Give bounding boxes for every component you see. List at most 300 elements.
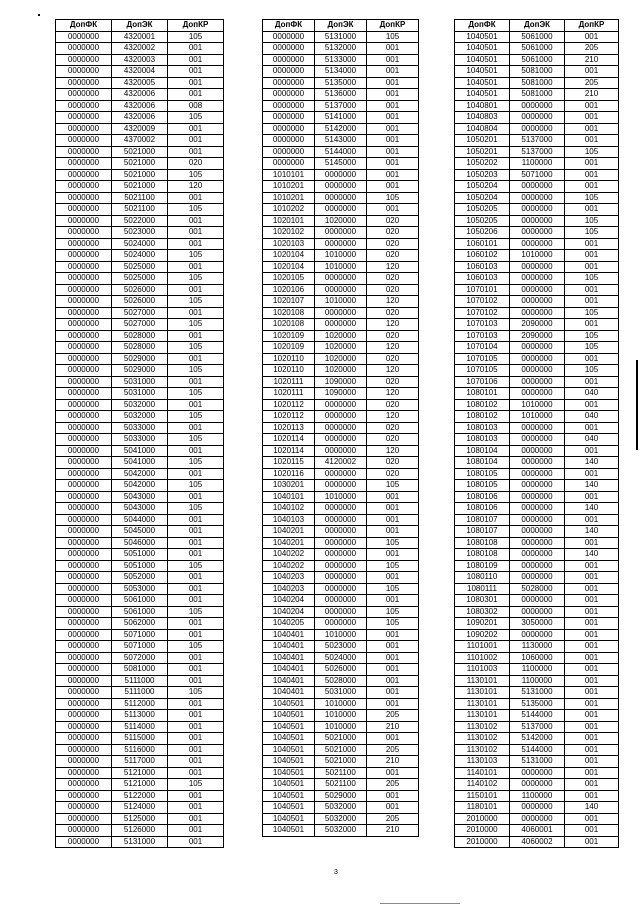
- cell-dopfk: 1080108: [455, 549, 510, 561]
- cell-dopfk: 0000000: [56, 158, 112, 170]
- table-row: [455, 756, 619, 768]
- cell-dopfk: 0000000: [56, 606, 112, 618]
- cell-dopkr: 001: [367, 526, 419, 538]
- cell-dopfk: 1070103: [455, 330, 510, 342]
- table-row: [263, 790, 419, 802]
- cell-dopkr: 001: [168, 675, 224, 687]
- table-row: [263, 135, 419, 147]
- cell-dopkr: 120: [367, 296, 419, 308]
- cell-dopfk: 1140101: [455, 767, 510, 779]
- cell-dopkr: 001: [168, 146, 224, 158]
- cell-dopek: 0000000: [510, 307, 565, 319]
- cell-dopfk: 0000000: [56, 629, 112, 641]
- table-row: [263, 296, 419, 308]
- cell-dopek: 5044000: [112, 514, 168, 526]
- table-row: [263, 411, 419, 423]
- table-row: [455, 388, 619, 400]
- table-row: [455, 227, 619, 239]
- cell-dopkr: 001: [168, 238, 224, 250]
- cell-dopek: 0000000: [510, 779, 565, 791]
- cell-dopfk: 1070106: [455, 376, 510, 388]
- table-row: [56, 215, 224, 227]
- cell-dopkr: 105: [565, 215, 619, 227]
- cell-dopek: 4320006: [112, 89, 168, 101]
- cell-dopfk: 1070103: [455, 319, 510, 331]
- cell-dopek: 4320006: [112, 112, 168, 124]
- cell-dopek: 5021000: [112, 169, 168, 181]
- cell-dopfk: 1080102: [455, 411, 510, 423]
- cell-dopkr: 120: [367, 411, 419, 423]
- cell-dopkr: 001: [168, 595, 224, 607]
- cell-dopfk: 0000000: [263, 54, 315, 66]
- cell-dopek: 4320003: [112, 54, 168, 66]
- cell-dopek: 5061000: [510, 43, 565, 55]
- table-row: [263, 802, 419, 814]
- cell-dopkr: 001: [168, 89, 224, 101]
- cell-dopek: 5032000: [315, 802, 367, 814]
- cell-dopfk: 1020111: [263, 388, 315, 400]
- cell-dopek: 5025000: [112, 261, 168, 273]
- cell-dopfk: 1010202: [263, 204, 315, 216]
- cell-dopek: 5029000: [315, 790, 367, 802]
- cell-dopfk: 1020106: [263, 284, 315, 296]
- cell-dopfk: 0000000: [56, 583, 112, 595]
- table-row: [455, 606, 619, 618]
- table-row: [56, 457, 224, 469]
- cell-dopfk: 1130101: [455, 675, 510, 687]
- table-row: [56, 779, 224, 791]
- cell-dopkr: 001: [565, 606, 619, 618]
- cell-dopfk: 0000000: [56, 491, 112, 503]
- cell-dopfk: 0000000: [56, 43, 112, 55]
- cell-dopek: 0000000: [510, 215, 565, 227]
- cell-dopkr: 001: [367, 698, 419, 710]
- cell-dopek: 5045000: [112, 526, 168, 538]
- cell-dopkr: 105: [367, 560, 419, 572]
- table-row: [56, 836, 224, 848]
- table-row: [455, 411, 619, 423]
- cell-dopkr: 001: [367, 629, 419, 641]
- cell-dopfk: 1020110: [263, 365, 315, 377]
- cell-dopek: 0000000: [510, 376, 565, 388]
- cell-dopkr: 105: [367, 606, 419, 618]
- cell-dopek: 0000000: [315, 169, 367, 181]
- cell-dopfk: 0000000: [56, 767, 112, 779]
- cell-dopkr: 001: [565, 652, 619, 664]
- table-row: [263, 514, 419, 526]
- cell-dopfk: 1130102: [455, 733, 510, 745]
- cell-dopkr: 001: [565, 399, 619, 411]
- cell-dopfk: 1020104: [263, 250, 315, 262]
- cell-dopkr: 001: [168, 549, 224, 561]
- cell-dopfk: 0000000: [56, 388, 112, 400]
- table-row: [56, 652, 224, 664]
- cell-dopfk: 1010201: [263, 192, 315, 204]
- cell-dopkr: 001: [565, 836, 619, 848]
- header-dopfk: ДопФК: [263, 20, 315, 32]
- cell-dopkr: 001: [168, 491, 224, 503]
- cell-dopek: 0000000: [315, 204, 367, 216]
- cell-dopfk: 1040102: [263, 503, 315, 515]
- table-row: [263, 491, 419, 503]
- table-row: [56, 43, 224, 55]
- cell-dopkr: 001: [565, 641, 619, 653]
- table-row: [56, 31, 224, 43]
- cell-dopek: 0000000: [510, 284, 565, 296]
- table-row: [455, 181, 619, 193]
- cell-dopkr: 001: [565, 687, 619, 699]
- cell-dopek: 5071000: [112, 629, 168, 641]
- cell-dopek: 5033000: [112, 422, 168, 434]
- cell-dopek: 5029000: [112, 365, 168, 377]
- table-row: [56, 434, 224, 446]
- table-row: [263, 123, 419, 135]
- table-row: [56, 549, 224, 561]
- cell-dopfk: 1050201: [455, 135, 510, 147]
- cell-dopkr: 001: [168, 330, 224, 342]
- table-row: [263, 353, 419, 365]
- table-row: [56, 664, 224, 676]
- cell-dopkr: 001: [168, 664, 224, 676]
- cell-dopfk: 1040501: [263, 802, 315, 814]
- table-row: [455, 112, 619, 124]
- cell-dopek: 5028000: [315, 675, 367, 687]
- cell-dopek: 5122000: [112, 790, 168, 802]
- cell-dopfk: 1080102: [455, 399, 510, 411]
- cell-dopkr: 001: [565, 583, 619, 595]
- cell-dopkr: 001: [168, 733, 224, 745]
- cell-dopkr: 001: [367, 767, 419, 779]
- cell-dopkr: 105: [168, 319, 224, 331]
- cell-dopfk: 0000000: [263, 100, 315, 112]
- cell-dopkr: 040: [565, 434, 619, 446]
- cell-dopfk: 1080302: [455, 606, 510, 618]
- table-row: [56, 480, 224, 492]
- cell-dopkr: 120: [367, 445, 419, 457]
- table-row: [455, 572, 619, 584]
- table-row: [56, 687, 224, 699]
- cell-dopfk: 1020114: [263, 434, 315, 446]
- cell-dopek: 5024000: [112, 250, 168, 262]
- table-row: [263, 583, 419, 595]
- cell-dopfk: 1040101: [263, 491, 315, 503]
- cell-dopkr: 001: [168, 767, 224, 779]
- cell-dopkr: 001: [367, 146, 419, 158]
- table-row: [455, 43, 619, 55]
- cell-dopek: 1020000: [315, 342, 367, 354]
- cell-dopek: 0000000: [315, 514, 367, 526]
- cell-dopkr: 001: [168, 123, 224, 135]
- cell-dopek: 0000000: [510, 342, 565, 354]
- table-row: [56, 767, 224, 779]
- cell-dopkr: 001: [168, 813, 224, 825]
- cell-dopek: 0000000: [315, 572, 367, 584]
- cell-dopek: 5131000: [315, 31, 367, 43]
- cell-dopek: 5021100: [315, 779, 367, 791]
- table-row: [263, 744, 419, 756]
- cell-dopfk: 0000000: [56, 733, 112, 745]
- cell-dopek: 5028000: [112, 330, 168, 342]
- cell-dopfk: 0000000: [56, 411, 112, 423]
- code-table-1: [55, 19, 224, 848]
- header-dopkr: ДопКР: [565, 20, 619, 32]
- cell-dopfk: 1020113: [263, 422, 315, 434]
- cell-dopek: 5116000: [112, 744, 168, 756]
- cell-dopek: 5061000: [510, 31, 565, 43]
- table-row: [56, 468, 224, 480]
- cell-dopek: 0000000: [510, 526, 565, 538]
- cell-dopfk: 1020107: [263, 296, 315, 308]
- cell-dopkr: 001: [565, 710, 619, 722]
- cell-dopfk: 0000000: [263, 31, 315, 43]
- table-row: [455, 342, 619, 354]
- header-dopfk: ДопФК: [56, 20, 112, 32]
- table-row: [263, 537, 419, 549]
- cell-dopfk: 1080301: [455, 595, 510, 607]
- cell-dopkr: 105: [565, 342, 619, 354]
- cell-dopek: 1020000: [315, 330, 367, 342]
- cell-dopkr: 001: [367, 89, 419, 101]
- cell-dopkr: 020: [367, 284, 419, 296]
- cell-dopfk: 0000000: [263, 158, 315, 170]
- table-row: [263, 503, 419, 515]
- cell-dopkr: 001: [168, 192, 224, 204]
- table-row: [455, 710, 619, 722]
- cell-dopkr: 020: [367, 353, 419, 365]
- table-row: [455, 261, 619, 273]
- cell-dopfk: 1020110: [263, 353, 315, 365]
- cell-dopek: 1010000: [315, 698, 367, 710]
- table-row: [56, 698, 224, 710]
- cell-dopkr: 105: [168, 411, 224, 423]
- cell-dopkr: 001: [565, 514, 619, 526]
- table-row: [455, 687, 619, 699]
- cell-dopek: 5145000: [315, 158, 367, 170]
- cell-dopek: 5021000: [315, 744, 367, 756]
- table-row: [455, 376, 619, 388]
- cell-dopek: 0000000: [315, 618, 367, 630]
- cell-dopek: 0000000: [315, 503, 367, 515]
- table-row: [56, 629, 224, 641]
- cell-dopfk: 0000000: [56, 836, 112, 848]
- table-row: [455, 503, 619, 515]
- cell-dopkr: 020: [367, 399, 419, 411]
- cell-dopek: 5033000: [112, 434, 168, 446]
- cell-dopek: 0000000: [315, 192, 367, 204]
- table-row: [263, 89, 419, 101]
- cell-dopkr: 001: [565, 629, 619, 641]
- table-row: [56, 192, 224, 204]
- cell-dopek: 4060001: [510, 825, 565, 837]
- cell-dopfk: 1020108: [263, 307, 315, 319]
- cell-dopfk: 0000000: [56, 238, 112, 250]
- table-header-row: [455, 20, 619, 32]
- header-dopfk: ДопФК: [455, 20, 510, 32]
- cell-dopek: 4120002: [315, 457, 367, 469]
- table-row: [455, 123, 619, 135]
- cell-dopkr: 210: [367, 756, 419, 768]
- cell-dopkr: 001: [367, 112, 419, 124]
- cell-dopfk: 1080109: [455, 560, 510, 572]
- cell-dopek: 0000000: [315, 434, 367, 446]
- cell-dopek: 0000000: [315, 181, 367, 193]
- cell-dopek: 5143000: [315, 135, 367, 147]
- table-row: [56, 342, 224, 354]
- table-row: [263, 77, 419, 89]
- cell-dopek: 5021100: [315, 767, 367, 779]
- cell-dopkr: 105: [367, 480, 419, 492]
- cell-dopkr: 205: [367, 779, 419, 791]
- table-row: [455, 204, 619, 216]
- cell-dopek: 0000000: [510, 261, 565, 273]
- cell-dopkr: 020: [168, 158, 224, 170]
- cell-dopfk: 0000000: [56, 66, 112, 78]
- cell-dopkr: 001: [367, 790, 419, 802]
- cell-dopfk: 1080105: [455, 480, 510, 492]
- cell-dopfk: 0000000: [56, 112, 112, 124]
- cell-dopek: 1100000: [510, 675, 565, 687]
- cell-dopkr: 120: [367, 388, 419, 400]
- cell-dopfk: 1040204: [263, 595, 315, 607]
- cell-dopek: 1090000: [315, 376, 367, 388]
- table-row: [263, 606, 419, 618]
- table-row: [263, 480, 419, 492]
- cell-dopek: 5051000: [112, 549, 168, 561]
- cell-dopek: 0000000: [510, 123, 565, 135]
- table-row: [263, 445, 419, 457]
- table-row: [56, 376, 224, 388]
- cell-dopfk: 1020108: [263, 319, 315, 331]
- table-row: [455, 215, 619, 227]
- cell-dopek: 5114000: [112, 721, 168, 733]
- cell-dopek: 5061000: [510, 54, 565, 66]
- table-row: [263, 376, 419, 388]
- scan-mark-right-edge: [636, 360, 638, 450]
- cell-dopek: 0000000: [510, 767, 565, 779]
- cell-dopek: 5071000: [112, 641, 168, 653]
- table-row: [56, 641, 224, 653]
- table-row: [56, 273, 224, 285]
- table-row: [56, 77, 224, 89]
- cell-dopkr: 105: [168, 606, 224, 618]
- cell-dopek: 5032000: [315, 813, 367, 825]
- table-row: [56, 250, 224, 262]
- cell-dopek: 1020000: [315, 215, 367, 227]
- cell-dopfk: 0000000: [56, 721, 112, 733]
- cell-dopfk: 0000000: [56, 227, 112, 239]
- cell-dopfk: 0000000: [56, 756, 112, 768]
- table-row: [56, 204, 224, 216]
- cell-dopkr: 105: [565, 365, 619, 377]
- cell-dopfk: 1050204: [455, 192, 510, 204]
- cell-dopek: 2090000: [510, 319, 565, 331]
- table-row: [56, 503, 224, 515]
- table-row: [263, 813, 419, 825]
- table-row: [455, 549, 619, 561]
- cell-dopek: 5025000: [112, 273, 168, 285]
- cell-dopkr: 001: [367, 549, 419, 561]
- cell-dopkr: 140: [565, 457, 619, 469]
- header-dopkr: ДопКР: [168, 20, 224, 32]
- cell-dopfk: 0000000: [56, 181, 112, 193]
- cell-dopkr: 001: [168, 721, 224, 733]
- cell-dopfk: 1040501: [263, 825, 315, 837]
- table-row: [56, 284, 224, 296]
- cell-dopek: 5131000: [510, 756, 565, 768]
- cell-dopkr: 210: [367, 721, 419, 733]
- cell-dopfk: 1070104: [455, 342, 510, 354]
- cell-dopfk: 1080107: [455, 514, 510, 526]
- cell-dopek: 5137000: [510, 135, 565, 147]
- cell-dopkr: 210: [565, 89, 619, 101]
- table-row: [263, 825, 419, 837]
- cell-dopek: 1100000: [510, 158, 565, 170]
- cell-dopek: 0000000: [510, 273, 565, 285]
- cell-dopfk: 2010000: [455, 825, 510, 837]
- cell-dopfk: 1040201: [263, 537, 315, 549]
- table-row: [455, 296, 619, 308]
- cell-dopek: 0000000: [315, 468, 367, 480]
- cell-dopkr: 001: [367, 169, 419, 181]
- cell-dopfk: 1040401: [263, 675, 315, 687]
- cell-dopek: 1130000: [510, 641, 565, 653]
- cell-dopfk: 0000000: [56, 422, 112, 434]
- table-row: [56, 595, 224, 607]
- cell-dopek: 0000000: [510, 480, 565, 492]
- cell-dopkr: 120: [367, 365, 419, 377]
- cell-dopfk: 1040202: [263, 549, 315, 561]
- cell-dopek: 5032000: [112, 399, 168, 411]
- table-row: [455, 135, 619, 147]
- cell-dopek: 5027000: [112, 307, 168, 319]
- cell-dopek: 0000000: [315, 238, 367, 250]
- cell-dopek: 4320001: [112, 31, 168, 43]
- cell-dopek: 1100000: [510, 664, 565, 676]
- cell-dopfk: 1080104: [455, 457, 510, 469]
- cell-dopfk: 0000000: [56, 204, 112, 216]
- cell-dopek: 5028000: [510, 583, 565, 595]
- cell-dopek: 0000000: [510, 192, 565, 204]
- cell-dopfk: 1010201: [263, 181, 315, 193]
- table-row: [455, 250, 619, 262]
- cell-dopfk: 1020109: [263, 330, 315, 342]
- cell-dopek: 0000000: [315, 583, 367, 595]
- cell-dopek: 4320006: [112, 100, 168, 112]
- cell-dopek: 0000000: [510, 181, 565, 193]
- cell-dopkr: 105: [168, 342, 224, 354]
- cell-dopfk: 1060103: [455, 273, 510, 285]
- table-row: [56, 411, 224, 423]
- cell-dopfk: 0000000: [56, 192, 112, 204]
- cell-dopfk: 1050203: [455, 169, 510, 181]
- table-row: [455, 779, 619, 791]
- cell-dopkr: 001: [168, 399, 224, 411]
- cell-dopfk: 1040501: [263, 721, 315, 733]
- cell-dopkr: 001: [168, 445, 224, 457]
- cell-dopfk: 1060103: [455, 261, 510, 273]
- cell-dopkr: 001: [565, 158, 619, 170]
- table-row: [263, 112, 419, 124]
- cell-dopfk: 0000000: [263, 123, 315, 135]
- cell-dopfk: 1070105: [455, 365, 510, 377]
- cell-dopfk: 0000000: [56, 537, 112, 549]
- cell-dopfk: 1080110: [455, 572, 510, 584]
- cell-dopfk: 0000000: [56, 215, 112, 227]
- cell-dopkr: 040: [565, 411, 619, 423]
- table-row: [263, 215, 419, 227]
- cell-dopfk: 0000000: [263, 135, 315, 147]
- cell-dopfk: 1101002: [455, 652, 510, 664]
